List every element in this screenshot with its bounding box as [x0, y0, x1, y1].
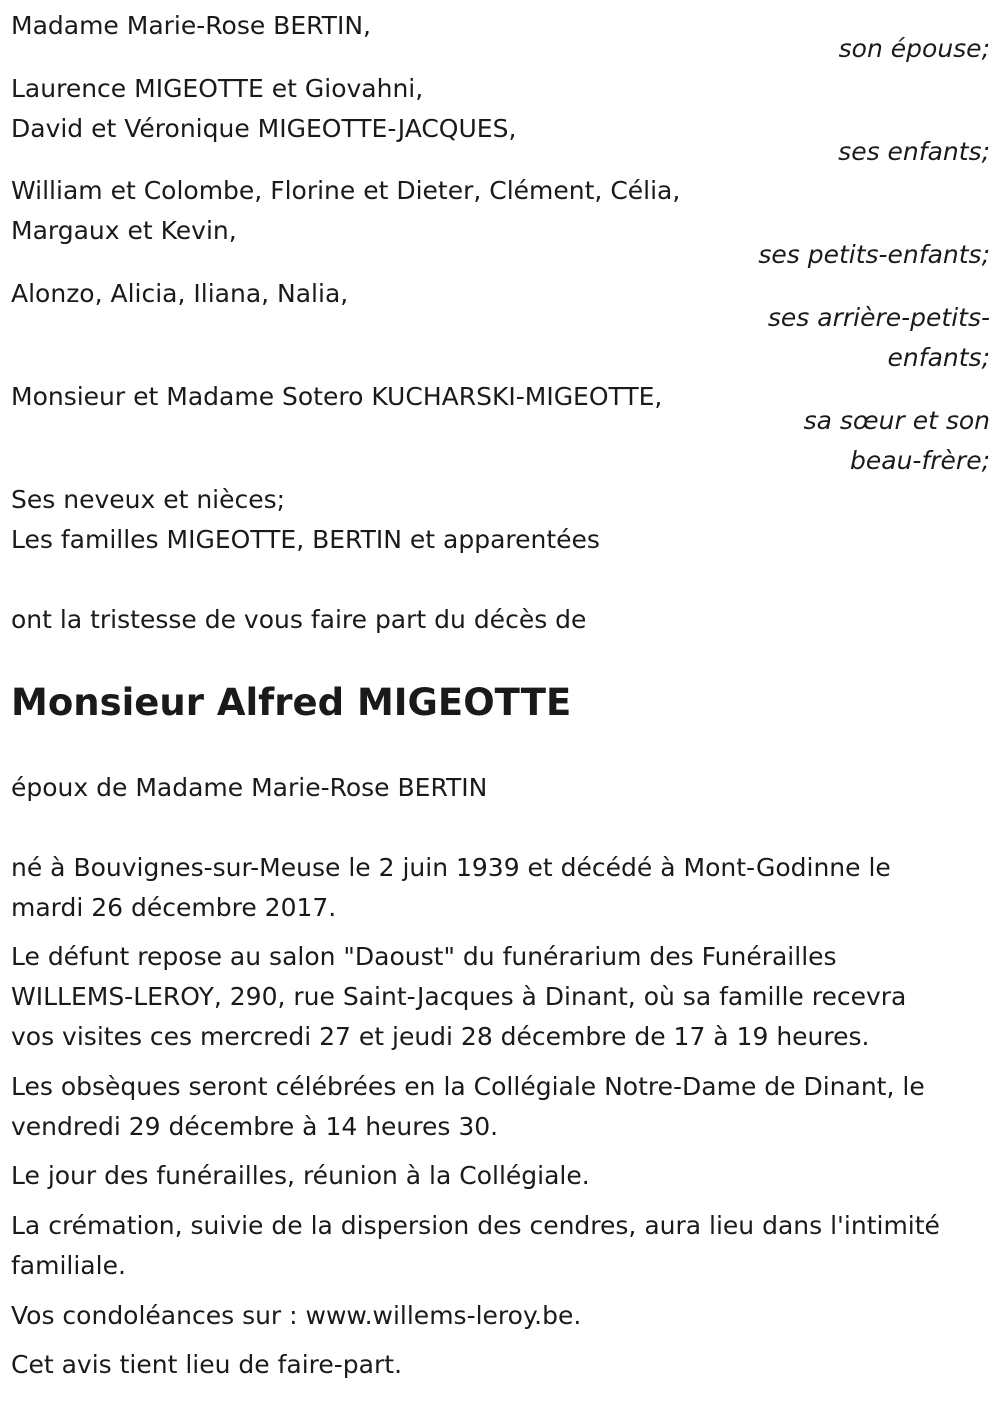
cremation-line-1: La crémation, suivie de la dispersion des cendres, aura lieu dans l'intimité	[11, 1211, 940, 1240]
grandchildren-line-2: Margaux et Kevin,	[11, 216, 237, 245]
birth-death-line-1: né à Bouvignes-sur-Meuse le 2 juin 1939 et décédé à Mont-Godinne le	[11, 853, 891, 882]
sibling-relation-2: beau-frère;	[850, 446, 990, 475]
visitation-line-1: Le défunt repose au salon "Daoust" du funérarium des Funérailles	[11, 942, 837, 971]
great-grandchildren-names: Alonzo, Alicia, Iliana, Nalia,	[11, 279, 349, 308]
spouse-name: Madame Marie-Rose BERTIN,	[11, 11, 371, 40]
children-line-1: Laurence MIGEOTTE et Giovahni,	[11, 74, 424, 103]
families-line: Les familles MIGEOTTE, BERTIN et apparentées	[11, 525, 600, 554]
cremation-line-2: familiale.	[11, 1251, 126, 1280]
great-grandchildren-relation-2: enfants;	[887, 343, 990, 372]
meeting-line: Le jour des funérailles, réunion à la Collégiale.	[11, 1161, 590, 1190]
nephews-nieces: Ses neveux et nièces;	[11, 485, 286, 514]
visitation-line-3: vos visites ces mercredi 27 et jeudi 28 décembre de 17 à 19 heures.	[11, 1022, 870, 1051]
children-line-2: David et Véronique MIGEOTTE-JACQUES,	[11, 114, 517, 143]
sibling-names: Monsieur et Madame Sotero KUCHARSKI-MIGEOTTE,	[11, 382, 663, 411]
grandchildren-relation: ses petits-enfants;	[758, 240, 990, 269]
closing-line: Cet avis tient lieu de faire-part.	[11, 1350, 403, 1379]
funeral-line-2: vendredi 29 décembre à 14 heures 30.	[11, 1112, 499, 1141]
spouse-relation: son épouse;	[838, 34, 990, 63]
visitation-line-2: WILLEMS-LEROY, 290, rue Saint-Jacques à Dinant, où sa famille recevra	[11, 982, 907, 1011]
birth-death-line-2: mardi 26 décembre 2017.	[11, 893, 337, 922]
children-relation: ses enfants;	[838, 137, 990, 166]
spouse-of-line: époux de Madame Marie-Rose BERTIN	[11, 773, 488, 802]
grandchildren-line-1: William et Colombe, Florine et Dieter, Clément, Célia,	[11, 176, 681, 205]
funeral-line-1: Les obsèques seront célébrées en la Collégiale Notre-Dame de Dinant, le	[11, 1072, 925, 1101]
sibling-relation-1: sa sœur et son	[803, 406, 990, 435]
condolences-line: Vos condoléances sur : www.willems-leroy.be.	[11, 1301, 582, 1330]
announcement: ont la tristesse de vous faire part du décès de	[11, 605, 587, 634]
deceased-name: Monsieur Alfred MIGEOTTE	[11, 681, 572, 724]
great-grandchildren-relation-1: ses arrière-petits-	[767, 303, 990, 332]
